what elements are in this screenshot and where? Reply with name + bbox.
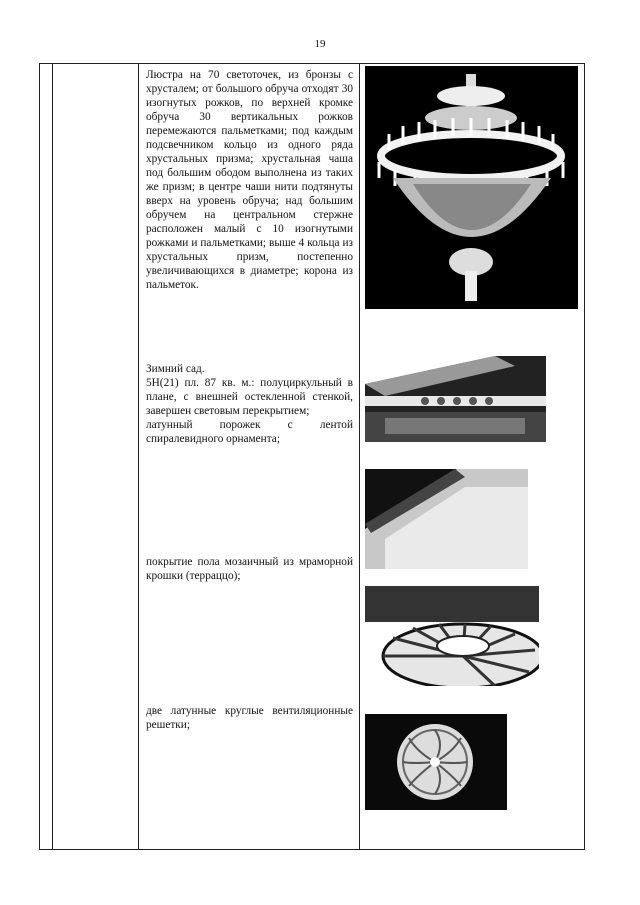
chandelier-text: Люстра на 70 светоточек, из бронзы с хрусталем; от большого обруча отходят 30 изогнутых рожков, по верхней кромке обруча 30 вертикальных рожков перемежаются пальметками; под каждым подсвечником кольцо из одного ряда хрустальных призма; хрустальная чаша под большим ободом выполнена из таких же призм; в центре чаши нити подтянуты вверх на уровень обруча; над большим обручем на центральном стержне расположен малый с 10 изогнутыми рожками и пальметками; выше 4 кольца из хрустальных призм, постепенно увеличивающихся в диаметре; корона из пальметок. <box>146 69 353 291</box>
vent-text: две латунные круглые вентиляционные решетки; <box>146 705 353 731</box>
column-divider <box>138 64 139 849</box>
terrazzo-floor-photo <box>365 586 539 686</box>
winter-garden-title: Зимний сад. <box>146 363 205 375</box>
winter-garden-description <box>146 362 353 446</box>
threshold-photo <box>365 469 528 569</box>
page-number: 19 <box>314 38 326 50</box>
winter-garden-text: 5Н(21) пл. 87 кв. м.: полуциркульный в плане, с внешней остекленной стенкой, завершен световым перекрытием; <box>146 377 353 417</box>
threshold-text: латунный порожек с лентой спиралевидного орнамента; <box>146 419 353 445</box>
chandelier-description <box>146 68 353 292</box>
chandelier-photo <box>365 66 578 309</box>
column-divider <box>52 64 53 849</box>
floor-description <box>146 555 353 583</box>
column-divider <box>359 64 360 849</box>
vent-description <box>146 704 353 732</box>
inventory-table <box>39 63 585 850</box>
ventilation-grille-photo <box>365 714 507 810</box>
cornice-photo <box>365 356 546 442</box>
floor-text: покрытие пола мозаичный из мраморной крошки (терраццо); <box>146 556 353 582</box>
